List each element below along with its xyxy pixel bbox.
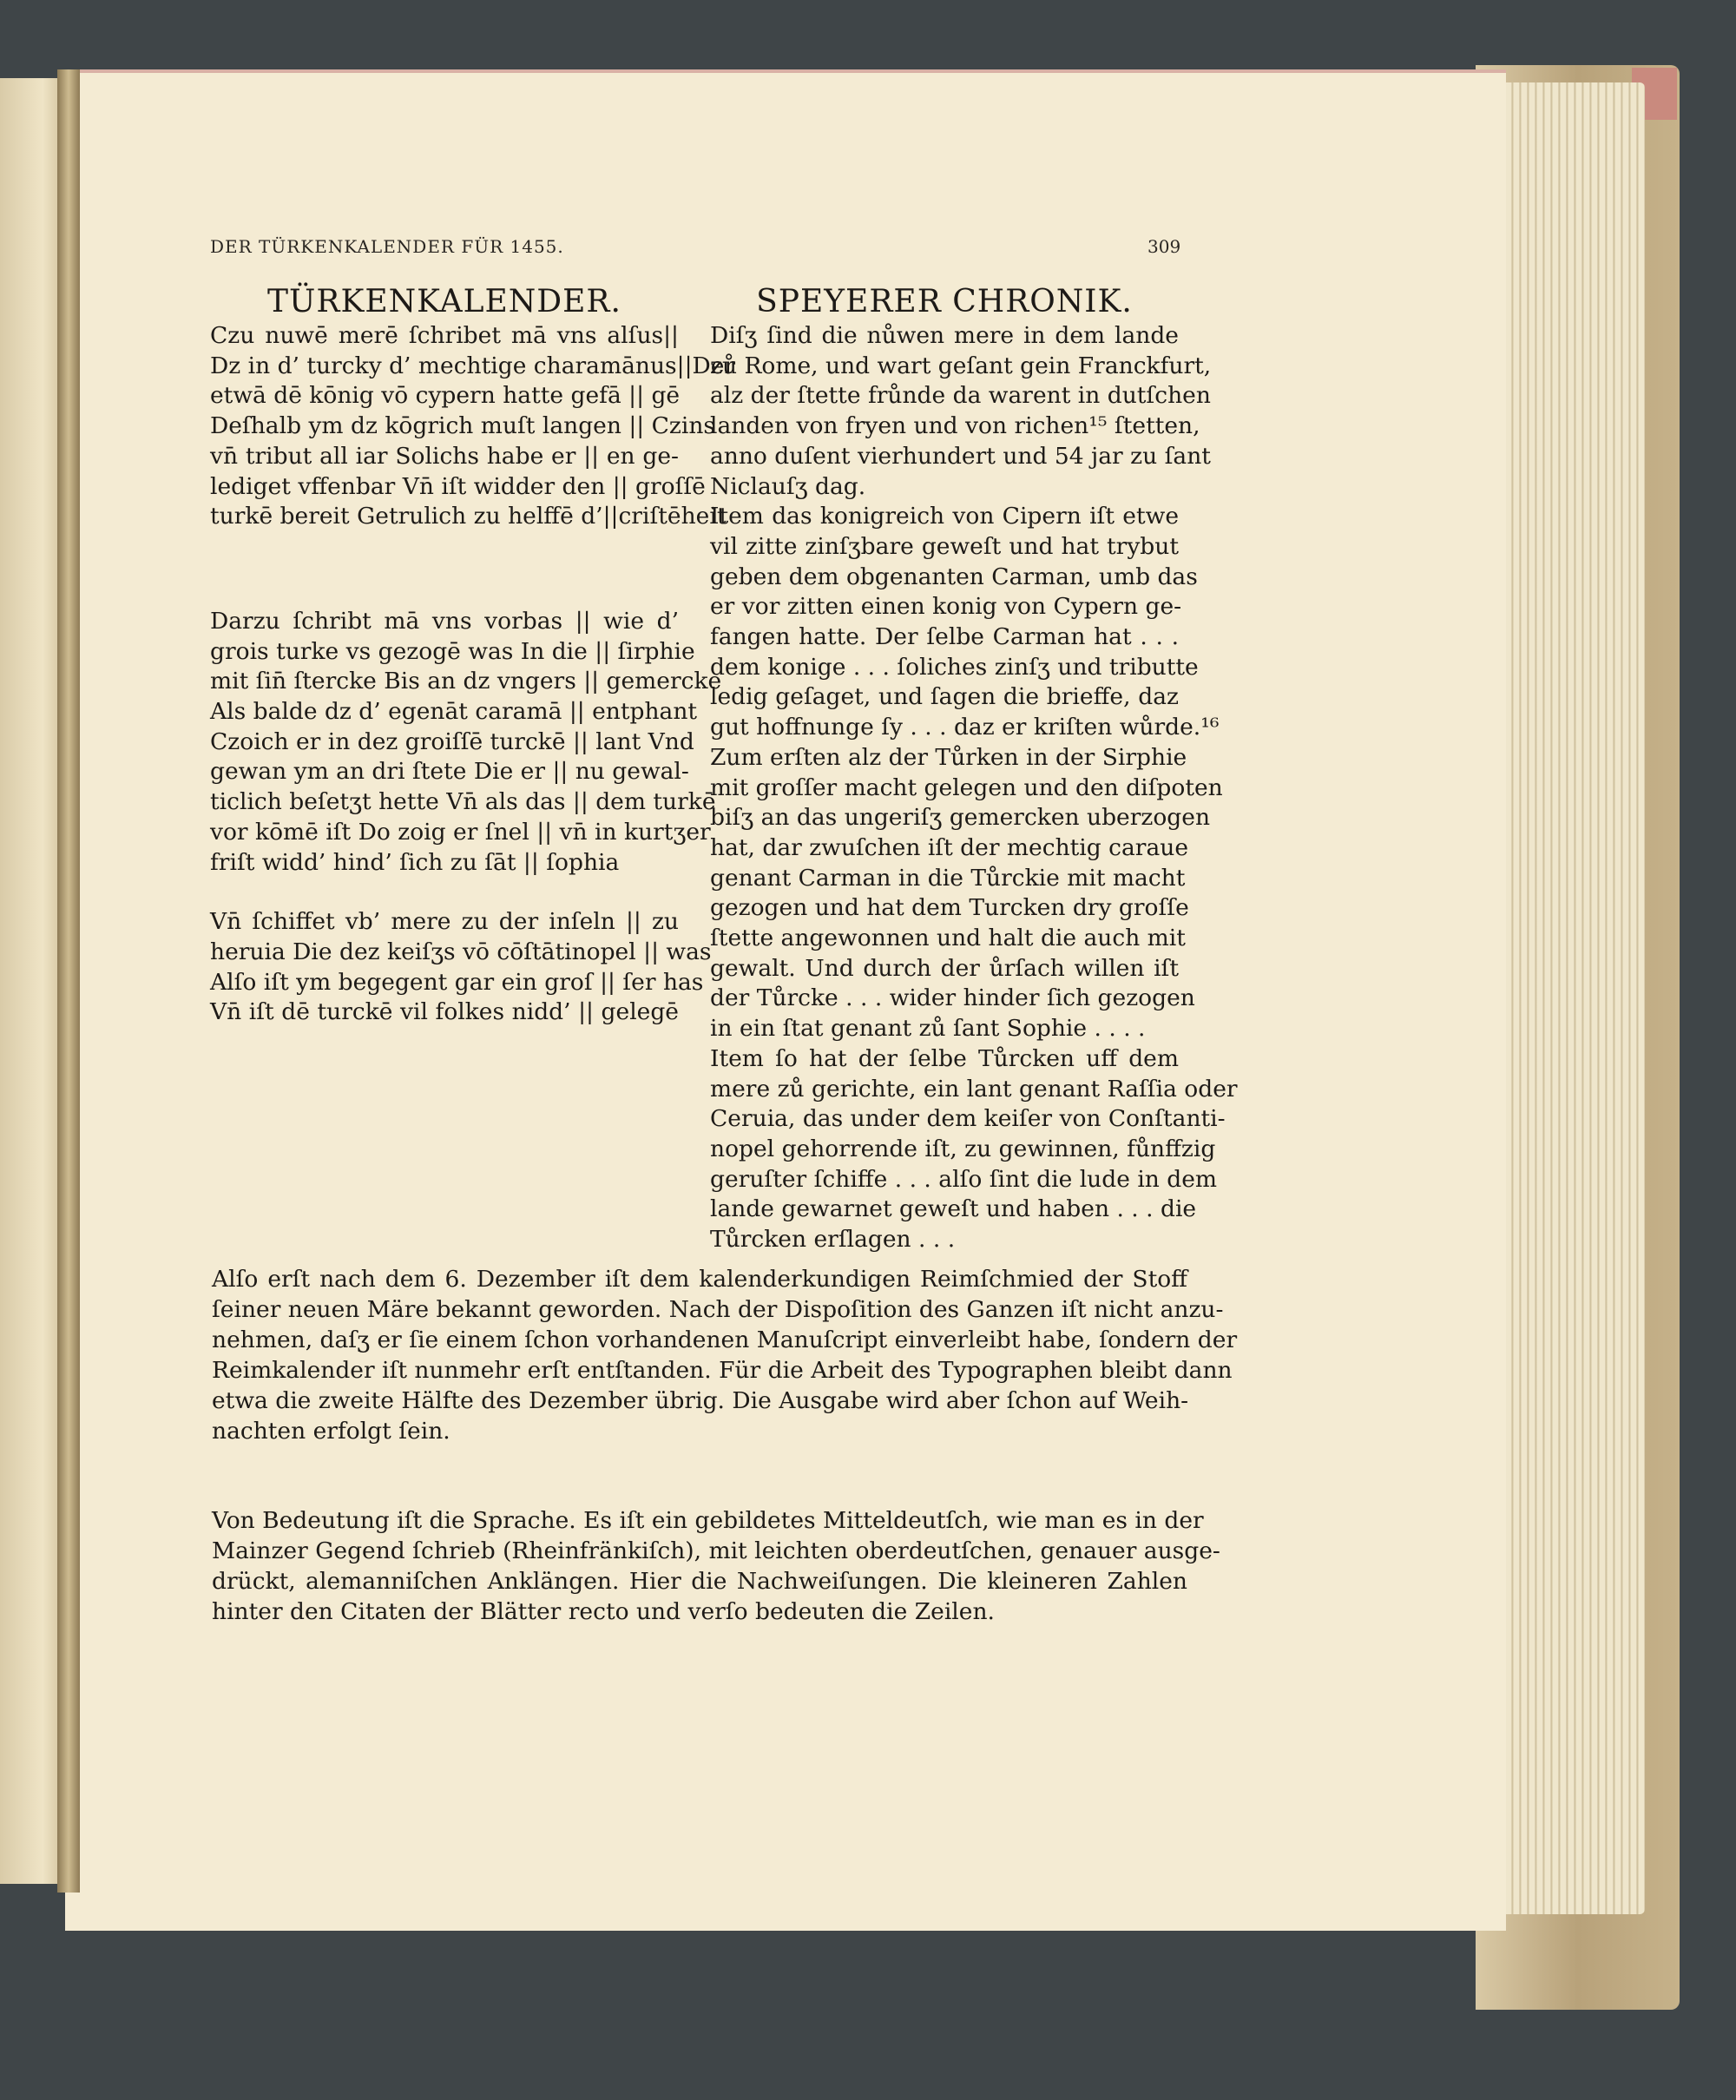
text-line: Mainzer Gegend ſchrieb (Rheinfränkiſch), mit leichten oberdeutſchen, genauer ausge- [212,1537,1220,1564]
text-line: dem konige . . . ſoliches zinſʒ und tributte [710,653,1199,681]
text-line: Von Bedeutung iſt die Sprache. Es iſt ein gebildetes Mitteldeutſch, wie man es in der [212,1507,1204,1534]
text-line: der Tůrcke . . . wider hinder ſich gezogen [710,984,1195,1012]
text-line: ſtette angewonnen und halt die auch mit [710,925,1186,952]
text-line: zů Rome, und wart geſant gein Franckfurt, [710,352,1212,379]
text-line: landen von fryen und von richen¹⁵ ſtetten, [710,412,1200,440]
text-line: friſt widd’ hind’ ſich zu ſāt || ſophia [210,848,620,876]
text-line: etwa die zweite Hälfte des Dezember übrig. Die Ausgabe wird aber ſchon auf Weih- [212,1387,1189,1414]
text-line: hat, dar zwuſchen iſt der mechtig caraue [710,833,1189,861]
text-line: Alſo erſt nach dem 6. Dezember iſt dem kalenderkundigen Reimſchmied der Stoff [212,1266,1187,1293]
text-line: nachten erfolgt ſein. [212,1418,450,1445]
text-line: Tůrcken erſlagen . . . [710,1226,956,1254]
text-line: lande gewarnet geweſt und haben . . . die [710,1195,1197,1223]
text-line: nehmen, daſʒ er ſie einem ſchon vorhandenen Manuſcript einverleibt habe, ſondern der [212,1326,1238,1353]
text-line: biſʒ an das ungeriſʒ gemercken uberzogen [710,804,1211,832]
left-column-title: TÜRKENKALENDER. [267,284,621,319]
right-column-title: SPEYERER CHRONIK. [756,284,1133,319]
text-line: gewalt. Und durch der ůrſach willen iſt [710,954,1179,982]
page-number: 309 [1147,236,1181,257]
text-line: vil zitte zinſʒbare geweſt und hat trybut [710,532,1179,560]
text-line: mit groſſer macht gelegen und den diſpoten [710,774,1223,801]
text-line: geruſter ſchiffe . . . alſo ſint die lude in dem [710,1165,1218,1193]
running-title: DER TÜRKENKALENDER FÜR 1455. [210,236,564,257]
text-line: vn̄ tribut all iar Solichs habe er || en ge- [210,442,679,470]
left-block-2 [210,607,722,878]
right-column-lines [710,321,1238,1255]
text-line: alz der ſtette frůnde da warent in dutſchen [710,382,1211,410]
text-line: Zum erſten alz der Tůrken in der Sirphie [710,743,1187,771]
text-line: gut hoffnunge ſy . . . daz er kriſten wůrde.¹⁶ [710,714,1220,741]
paragraph-2 [212,1505,1220,1627]
text-line: ticlich beſetʒt hette Vn̄ als das || dem turkē [210,788,716,816]
paragraph-1 [212,1264,1238,1446]
left-block-3 [210,907,712,1028]
text-line: hinter den Citaten der Blätter recto und verſo bedeuten die Zeilen. [212,1598,995,1625]
text-line: grois turke vs gezogē was In die || ſirphie [210,637,695,665]
text-line: heruia Die dez keiſʒs vō cōſtātinopel || was [210,938,712,965]
text-line: Niclauſʒ dag. [710,472,866,500]
text-line: Czu nuwē merē ſchribet mā vns alſus|| [210,322,679,349]
text-line: er vor zitten einen konig von Cypern ge- [710,593,1182,621]
text-line: mit ſin̄ ſtercke Bis an dz vngers || gemercke [210,668,722,695]
text-line: Dz in d’ turcky d’ mechtige charamānus||Der [210,352,736,379]
text-line: lediget vffenbar Vn̄ iſt widder den || groſſē [210,472,706,500]
text-line: Item das konigreich von Cipern iſt etwe [710,503,1179,530]
text-line: Als balde dz d’ egenāt caramā || entphant [210,698,698,726]
left-block-1 [210,321,736,532]
text-line: Czoich er in dez groiſſē turckē || lant Vnd [210,727,694,755]
text-line: fangen hatte. Der ſelbe Carman hat . . . [710,623,1179,651]
text-line: geben dem obgenanten Carman, umb das [710,563,1198,590]
text-line: Vn̄ ſchiffet vb’ mere zu der inſeln || zu [210,908,679,936]
text-line: gewan ym an dri ſtete Die er || nu gewal- [210,758,689,786]
text-line: turkē bereit Getrulich zu helffē d’||criſtēheit [210,503,727,530]
text-line: ledig geſaget, und ſagen die brieffe, daz [710,683,1179,711]
text-line: genant Carman in die Tůrckie mit macht [710,864,1186,892]
text-line: etwā dē kōnig vō cypern hatte gefā || gē [210,382,681,410]
right-column [710,283,1238,1255]
text-line: anno duſent vierhundert und 54 jar zu ſant [710,442,1211,470]
text-line: gezogen und hat dem Turcken dry groſſe [710,894,1189,922]
text-line: Ceruia, das under dem keiſer von Conſtanti- [710,1105,1226,1133]
text-line: Deſhalb ym dz kōgrich muſt langen || Czins [210,412,716,440]
text-line: mere zů gerichte, ein lant genant Raſſia oder [710,1075,1238,1103]
text-line: ſeiner neuen Märe bekannt geworden. Nach der Dispoſition des Ganzen iſt nicht anzu- [212,1296,1224,1323]
text-line: drückt, alemanniſchen Anklängen. Hier die Nachweiſungen. Die kleineren Zahlen [212,1568,1187,1595]
left-column [210,283,736,1028]
text-line: nopel gehorrende iſt, zu gewinnen, fůnffzig [710,1135,1216,1162]
text-line: Item ſo hat der ſelbe Tůrcken uff dem [710,1044,1179,1072]
text-line: in ein ſtat genant zů ſant Sophie . . . . [710,1015,1146,1043]
text-line: Vn̄ iſt dē turckē vil folkes nidd’ || gelegē [210,998,679,1026]
text-line: Diſʒ ſind die nůwen mere in dem lande [710,322,1179,349]
book-spine [57,69,80,1893]
text-line: vor kōmē iſt Do zoig er ſnel || vn̄ in kurtʒer [210,818,711,846]
page-stack-edges [1506,82,1645,1914]
text-line: Alſo iſt ym begegent gar ein groſ || ſer has [210,968,704,996]
text-line: Darzu ſchribt mā vns vorbas || wie d’ [210,607,679,635]
text-line: Reimkalender iſt nunmehr erſt entſtanden. Für die Arbeit des Typographen bleibt dann [212,1357,1233,1384]
